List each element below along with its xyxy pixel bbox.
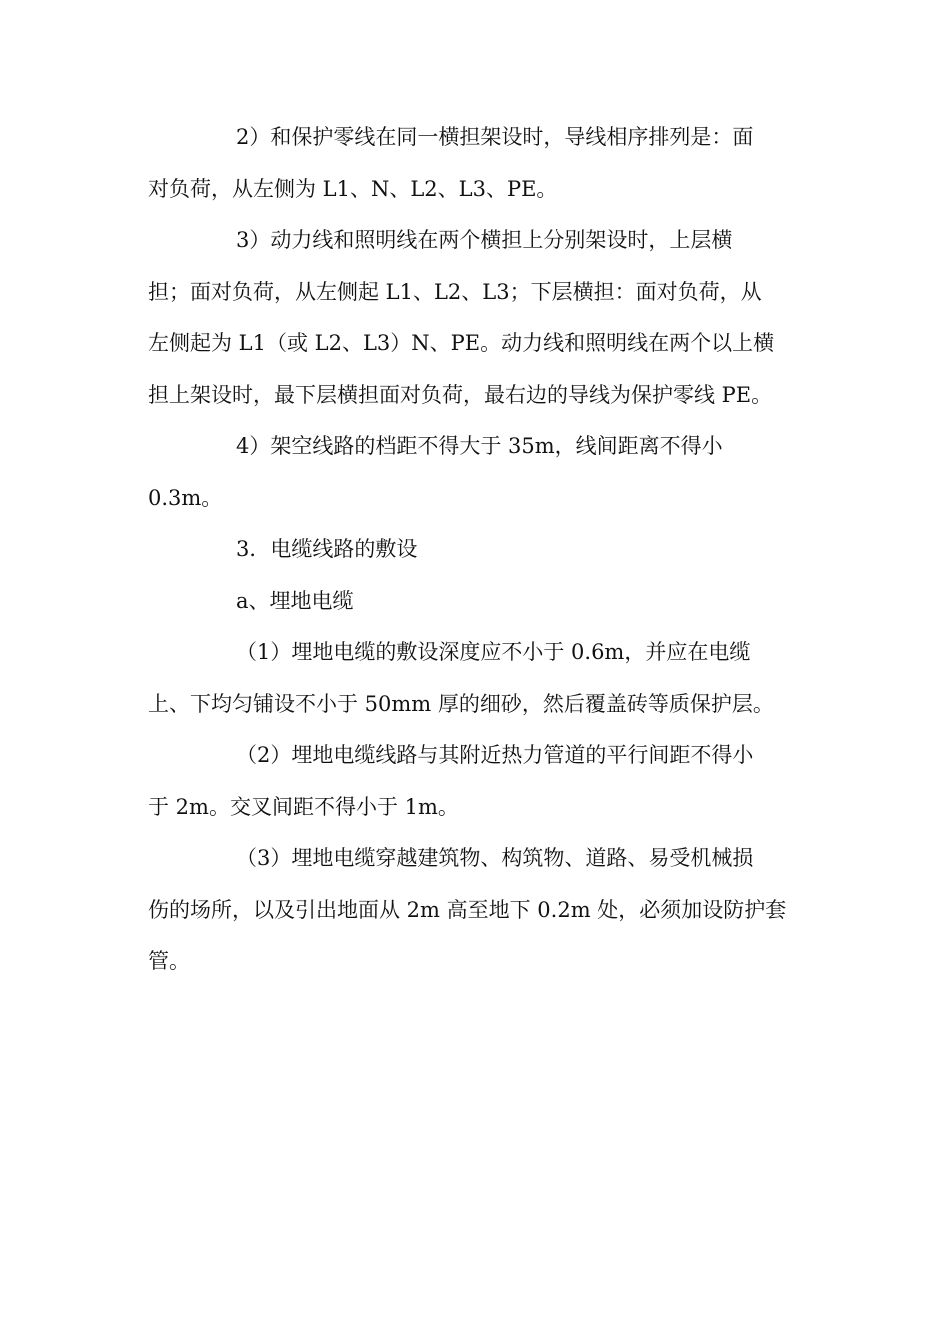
text-line: 管。 — [148, 949, 190, 973]
text-line: 3）动力线和照明线在两个横担上分别架设时，上层横 — [236, 228, 733, 252]
text-line: （1）埋地电缆的敷设深度应不小于 0.6m，并应在电缆 — [236, 640, 751, 664]
section-heading: 3．电缆线路的敷设 — [236, 537, 418, 561]
subsection-heading: a、埋地电缆 — [236, 588, 354, 613]
text-line: （2）埋地电缆线路与其附近热力管道的平行间距不得小 — [236, 743, 754, 767]
text-line: 0.3m。 — [148, 485, 223, 510]
text-line: 左侧起为 L1（或 L2、L3）N、PE。动力线和照明线在两个以上横 — [148, 331, 775, 355]
document-body — [148, 112, 802, 988]
text-line: 于 2m。交叉间距不得小于 1m。 — [148, 794, 459, 819]
text-line: （3）埋地电缆穿越建筑物、构筑物、道路、易受机械损 — [236, 846, 754, 870]
text-line: 担；面对负荷，从左侧起 L1、L2、L3；下层横担：面对负荷，从 — [148, 279, 762, 304]
text-line: 担上架设时，最下层横担面对负荷，最右边的导线为保护零线 PE。 — [148, 382, 773, 407]
text-line: 上、下均匀铺设不小于 50mm 厚的细砂，然后覆盖砖等质保护层。 — [148, 691, 774, 716]
text-line: 4）架空线路的档距不得大于 35m，线间距离不得小 — [236, 434, 723, 458]
text-line: 伤的场所，以及引出地面从 2m 高至地下 0.2m 处，必须加设防护套 — [148, 897, 787, 922]
text-line: 2）和保护零线在同一横担架设时，导线相序排列是：面 — [236, 125, 754, 149]
text-line: 对负荷，从左侧为 L1、N、L2、L3、PE。 — [148, 176, 558, 201]
